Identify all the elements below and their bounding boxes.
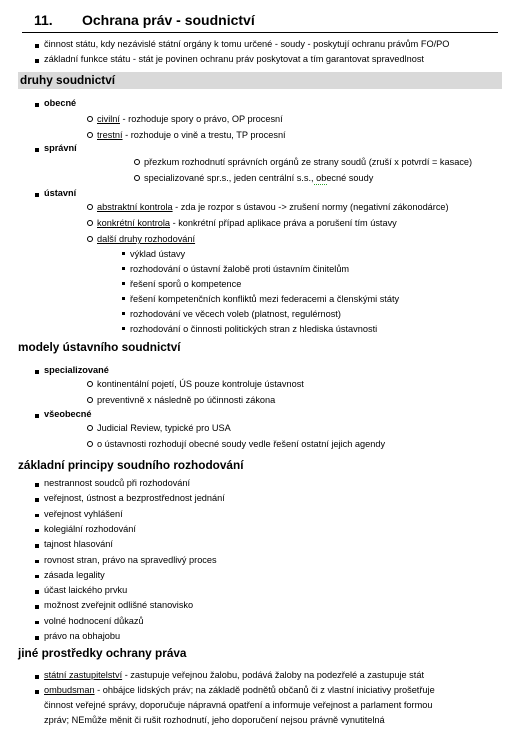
bullet-icon (35, 44, 39, 48)
circle-bullet-icon (87, 381, 93, 387)
square-bullet-icon (122, 312, 125, 315)
intro-line-1: činnost státu, kdy nezávislé státní orgány k tomu určené - soudy - poskytují ochranu právům FO/PO (44, 39, 450, 49)
circle-bullet-icon (87, 425, 93, 431)
circle-bullet-icon (87, 397, 93, 403)
bullet-icon (35, 621, 39, 625)
label-specializovane: specializované (44, 365, 109, 375)
principle-item: veřejnost, ústnost a bezprostřednost jednání (44, 493, 225, 504)
principle-item: právo na obhajobu (44, 631, 121, 641)
spec-item-2: preventivně x následně po účinnosti zákona (97, 395, 276, 405)
section-title (22, 10, 498, 33)
bullet-icon (35, 483, 39, 487)
bullet-icon (35, 590, 39, 594)
principle-item: tajnost hlasování (44, 539, 113, 550)
bullet-icon (35, 544, 39, 548)
intro-line-2: základní funkce státu - stát je povinen ochranu práv poskytovat a tím garantovat spravedlnost (44, 54, 424, 64)
obecne-item-1: civilní - rozhoduje spory o právo, OP procesní (97, 114, 283, 124)
bullet-icon (35, 193, 39, 197)
circle-bullet-icon (87, 116, 93, 122)
bullet-icon (35, 636, 39, 640)
heading-jine-prostredky: jiné prostředky ochrany práva (18, 646, 187, 660)
ustavni-sub-4: řešení kompetenčních konfliktů mezi federacemi a členskými státy (130, 294, 400, 304)
circle-bullet-icon (87, 204, 93, 210)
square-bullet-icon (122, 267, 125, 270)
label-ustavni: ústavní (44, 188, 77, 198)
circle-bullet-icon (87, 441, 93, 447)
jine-item-1: státní zastupitelství - zastupuje veřejnou žalobu, podává žaloby na podezřelé a zastupuje stát (44, 670, 424, 680)
heading-druhy-soudnictvi (18, 72, 502, 89)
square-bullet-icon (122, 252, 125, 255)
square-bullet-icon (122, 327, 125, 330)
bullet-icon (35, 605, 39, 609)
ustavni-sub-5: rozhodování ve věcech voleb (platnost, regulérnost) (130, 309, 341, 319)
ustavni-item-1: abstraktní kontrola - zda je rozpor s ústavou -> zrušení normy (negativní zákonodárce) (97, 202, 449, 212)
bullet-icon (35, 59, 39, 63)
principle-item: rovnost stran, právo na spravedlivý proces (44, 554, 217, 565)
principle-item: volné hodnocení důkazů (44, 615, 144, 626)
bullet-icon (35, 560, 39, 564)
principle-item: kolegiální rozhodování (44, 523, 136, 534)
circle-bullet-icon (87, 132, 93, 138)
heading-modely: modely ústavního soudnictví (18, 340, 181, 354)
bullet-icon (35, 370, 39, 374)
heading-principy: základní principy soudního rozhodování (18, 458, 244, 472)
ustavni-sub-1: výklad ústavy (130, 249, 186, 259)
spravni-item-1: přezkum rozhodnutí správních orgánů ze strany soudů (zruší x potvrdí = kasace) (144, 157, 473, 167)
spec-item-1: kontinentální pojetí, ÚS pouze kontroluje ústavnost (97, 379, 304, 389)
jine-item-2-line-3: zpráv; NEmůže měnit či rušit rozhodnutí, jeho doporučení nejsou právně vynutitelná (44, 715, 385, 725)
principle-item: možnost zveřejnit odlišné stanovisko (44, 600, 194, 611)
ustavni-sub-3: řešení sporů o kompetence (130, 279, 242, 289)
bullet-icon (35, 529, 39, 533)
ustavni-sub-6: rozhodování o činnosti politických stran z hlediska ústavnosti (130, 324, 378, 334)
circle-bullet-icon (87, 220, 93, 226)
principle-item: veřejnost vyhlášení (44, 508, 123, 519)
spravni-item-2: specializované spr.s., jeden centrální s.s., obecné soudy (144, 173, 374, 183)
vse-item-1: Judicial Review, typické pro USA (97, 423, 231, 433)
ustavni-item-2: konkrétní kontrola - konkrétní případ aplikace práva a porušení tím ústavy (97, 218, 397, 228)
circle-bullet-icon (134, 175, 140, 181)
jine-item-2: ombudsman - ohbájce lidských práv; na základě podnětů občanů či z vlastní iniciativy prošetřuje (44, 685, 435, 695)
bullet-icon (35, 414, 39, 418)
section-heading: Ochrana práv - soudnictví (82, 12, 255, 28)
bullet-icon (35, 514, 39, 518)
bullet-icon (35, 675, 39, 679)
obecne-item-2: trestní - rozhoduje o vině a trestu, TP procesní (97, 130, 286, 140)
label-spravni: správní (44, 143, 77, 153)
label-vseobecne: všeobecné (44, 409, 92, 419)
jine-item-2-line-2: činnost veřejné správy, doporučuje nápravná opatření a informuje veřejnost a parlament formou (44, 700, 433, 710)
bullet-icon (35, 498, 39, 502)
circle-bullet-icon (87, 236, 93, 242)
spellcheck-mark (314, 182, 327, 185)
ustavni-item-3: další druhy rozhodování (97, 234, 196, 244)
section-number: 11. (34, 12, 53, 28)
bullet-icon (35, 103, 39, 107)
principle-item: účast laického prvku (44, 585, 128, 596)
principle-item: nestrannost soudců při rozhodování (44, 478, 191, 488)
ustavni-sub-2: rozhodování o ústavní žalobě proti ústavním činitelům (130, 264, 350, 274)
label-obecne: obecné (44, 98, 77, 108)
square-bullet-icon (122, 297, 125, 300)
vse-item-2: o ústavnosti rozhodují obecné soudy vedle řešení ostatní jejich agendy (97, 439, 386, 449)
bullet-icon (35, 575, 39, 579)
bullet-icon (35, 148, 39, 152)
bullet-icon (35, 690, 39, 694)
circle-bullet-icon (134, 159, 140, 165)
heading-text: druhy soudnictví (20, 73, 116, 87)
square-bullet-icon (122, 282, 125, 285)
principle-item: zásada legality (44, 569, 105, 580)
